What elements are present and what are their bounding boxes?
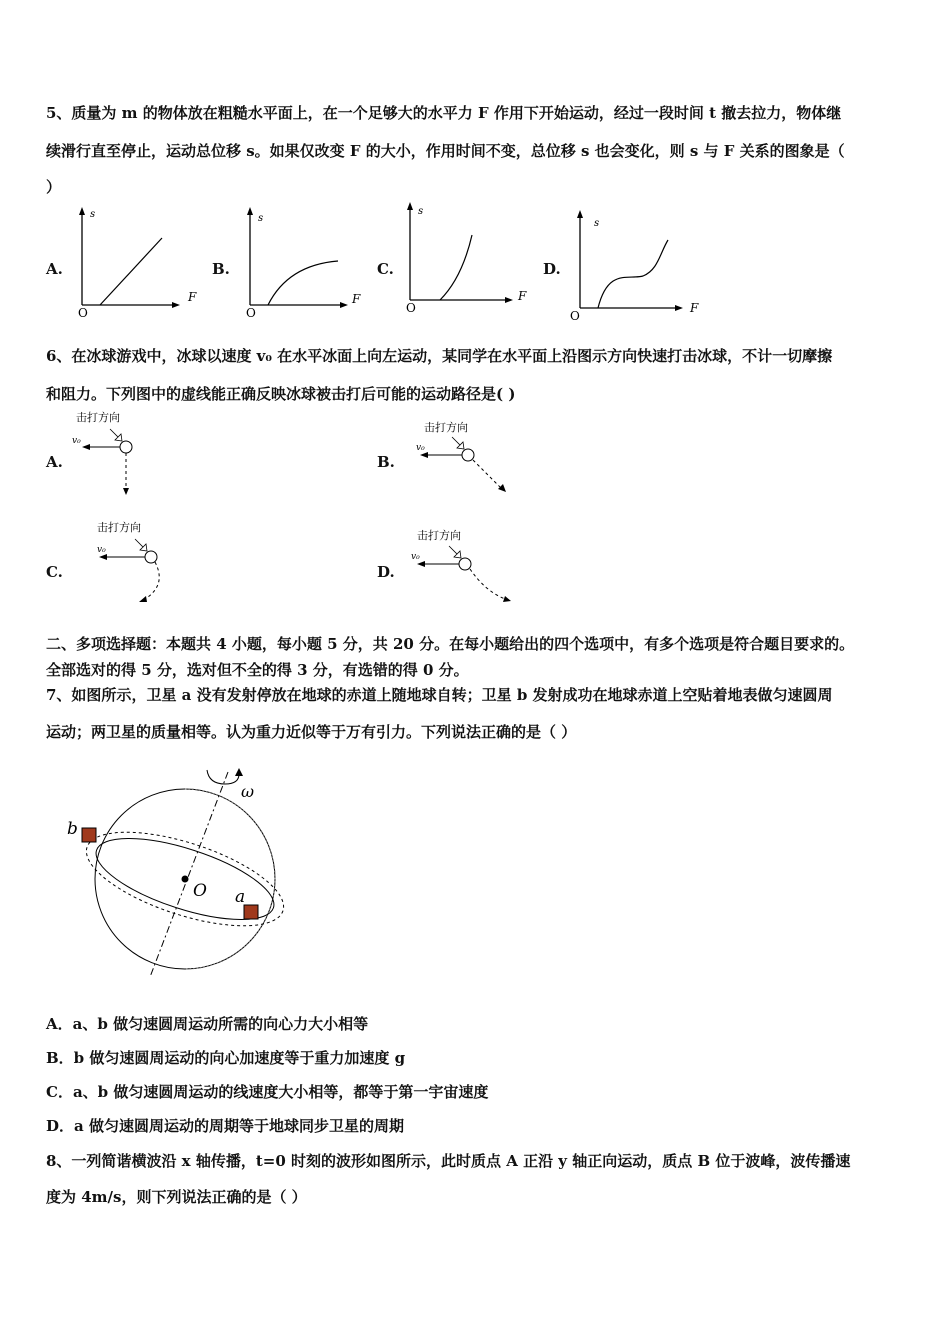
q6-option-b-label[interactable]: B. [377, 453, 395, 471]
q6-option-d-label[interactable]: D. [377, 563, 395, 581]
q6-figure-b [410, 415, 520, 500]
q7-option-c[interactable]: C．a、b 做匀速圆周运动的线速度大小相等，都等于第一宇宙速度 [46, 1083, 489, 1101]
hit-direction-label: 击打方向 [417, 529, 461, 542]
q5-graph-b [238, 205, 378, 320]
q5-option-b-label[interactable]: B. [212, 260, 230, 278]
center-label-o: O [193, 881, 207, 901]
axis-label-f: F [352, 292, 361, 306]
q5-stem-line2: 续滑行直至停止，运动总位移 s。如果仅改变 F 的大小，作用时间不变，总位移 s 也会变化，则 s 与 F 关系的图象是（ [46, 142, 845, 160]
origin-label: O [406, 301, 416, 315]
satellite-b-label: b [67, 819, 78, 839]
axis-label-s: s [258, 213, 264, 224]
q6-option-a-label[interactable]: A. [46, 453, 63, 471]
origin-label: O [246, 306, 256, 320]
earth-center-dot [182, 876, 189, 883]
axis-label-s: s [90, 209, 96, 220]
v0-label: v₀ [416, 443, 425, 453]
q6-figure-c [85, 515, 195, 610]
hit-direction-label: 击打方向 [97, 521, 141, 534]
q5-stem-line1: 5、质量为 m 的物体放在粗糙水平面上，在一个足够大的水平力 F 作用下开始运动，经过一段时间 t 撤去拉力，物体继 [46, 104, 842, 122]
q7-stem-line1: 7、如图所示，卫星 a 没有发射停放在地球的赤道上随地球自转；卫星 b 发射成功在地球赤道上空贴着地表做匀速圆周 [46, 686, 833, 704]
q7-earth-figure [55, 762, 295, 982]
satellite-a [244, 905, 258, 919]
q7-stem-line2: 运动；两卫星的质量相等。认为重力近似等于万有引力。下列说法正确的是（ ） [46, 723, 577, 741]
v0-label: v₀ [97, 545, 106, 555]
axis-label-f: F [518, 289, 527, 303]
v0-label: v₀ [72, 436, 81, 446]
q5-option-c-label[interactable]: C. [377, 260, 394, 278]
origin-label: O [78, 306, 88, 320]
q8-stem-line2: 度为 4m/s，则下列说法正确的是（ ） [46, 1188, 307, 1206]
q8-stem-line1: 8、一列简谐横波沿 x 轴传播，t=0 时刻的波形如图所示，此时质点 A 正沿 y 轴正向运动，质点 B 位于波峰，波传播速 [46, 1152, 851, 1170]
q5-graph-a [70, 205, 210, 320]
q7-option-d[interactable]: D．a 做匀速圆周运动的周期等于地球同步卫星的周期 [46, 1117, 404, 1135]
q6-figure-d [405, 525, 520, 610]
axis-label-s: s [594, 218, 600, 229]
q7-option-b[interactable]: B．b 做匀速圆周运动的向心加速度等于重力加速度 g [46, 1049, 406, 1067]
q5-graph-d [568, 208, 708, 323]
v0-label: v₀ [411, 552, 420, 562]
omega-label: ω [241, 782, 255, 801]
q6-stem-line1: 6、在冰球游戏中，冰球以速度 v₀ 在水平冰面上向左运动，某同学在水平面上沿图示方向快速打击冰球，不计一切摩擦 [46, 347, 833, 365]
axis-label-f: F [690, 301, 699, 315]
q5-stem-line3: ） [46, 178, 62, 196]
q6-figure-a [70, 405, 180, 505]
origin-label: O [570, 309, 580, 323]
q5-graph-c [400, 200, 540, 315]
q7-option-a[interactable]: A．a、b 做匀速圆周运动所需的向心力大小相等 [46, 1015, 369, 1033]
hit-direction-label: 击打方向 [424, 421, 468, 434]
axis-label-f: F [188, 290, 197, 304]
satellite-b [82, 828, 96, 842]
satellite-a-label: a [235, 887, 246, 907]
q5-option-d-label[interactable]: D. [543, 260, 561, 278]
q6-option-c-label[interactable]: C. [46, 563, 63, 581]
q5-option-a-label[interactable]: A. [46, 260, 63, 278]
section2-line2: 全部选对的得 5 分，选对但不全的得 3 分，有选错的得 0 分。 [46, 661, 469, 679]
section2-line1: 二、多项选择题：本题共 4 小题，每小题 5 分，共 20 分。在每小题给出的四个选项中，有多个选项是符合题目要求的。 [46, 635, 855, 653]
hit-direction-label: 击打方向 [76, 411, 120, 424]
axis-label-s: s [418, 206, 424, 217]
q6-stem-line2: 和阻力。下列图中的虚线能正确反映冰球被击打后可能的运动路径是( ) [46, 385, 516, 403]
